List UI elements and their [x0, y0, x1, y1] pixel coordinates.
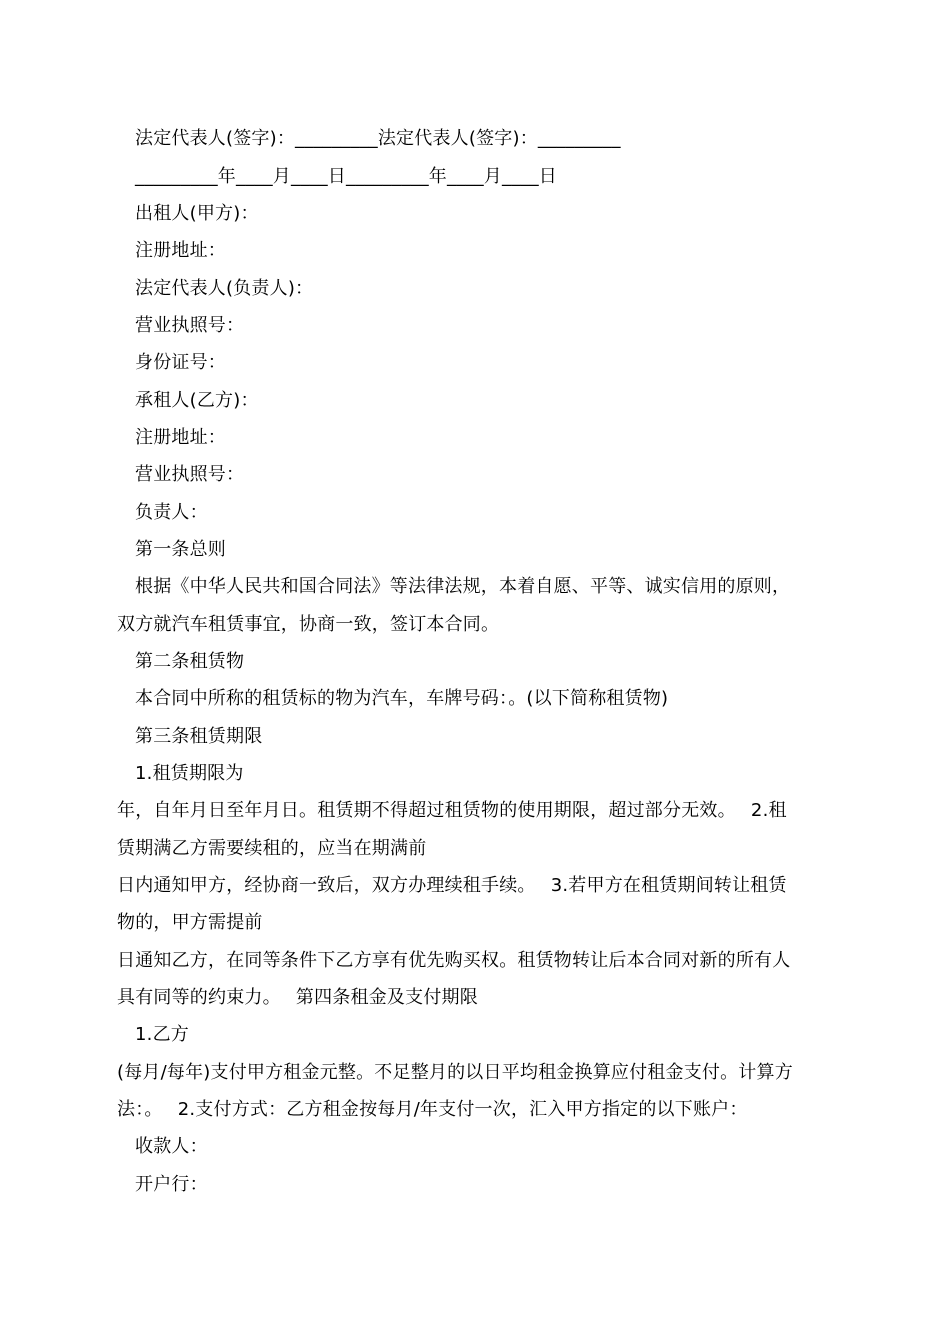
responsible-person-label: 负责人：	[135, 502, 208, 523]
legal-representative-label: 法定代表人(负责人)：	[135, 278, 314, 299]
lessee-license-label: 营业执照号：	[135, 464, 245, 485]
article-3-text-line: 具有同等的约束力。 第四条租金及支付期限	[117, 987, 478, 1008]
article-4-text-line: (每月/每年)支付甲方租金元整。不足整月的以日平均租金换算应付租金支付。计算方	[117, 1062, 793, 1083]
article-1-heading: 第一条总则	[135, 539, 226, 560]
article-3-text-line: 年，自年月日至年月日。租赁期不得超过租赁物的使用期限，超过部分无效。 2.租	[117, 800, 787, 821]
article-3-text-line: 赁期满乙方需要续租的，应当在期满前	[117, 838, 427, 859]
article-4-item-1: 1.乙方	[135, 1024, 189, 1045]
payee-label: 收款人：	[135, 1136, 208, 1157]
article-2-text-line: 本合同中所称的租赁标的物为汽车，车牌号码：。(以下简称租赁物)	[135, 688, 669, 709]
article-3-item-1: 1.租赁期限为	[135, 763, 244, 784]
article-3-text-line: 日内通知甲方，经协商一致后，双方办理续租手续。 3.若甲方在租赁期间转让租赁	[117, 875, 787, 896]
article-3-heading: 第三条租赁期限	[135, 726, 263, 747]
lessee-label: 承租人(乙方)：	[135, 390, 259, 411]
article-3-text-line: 日通知乙方，在同等条件下乙方享有优先购买权。租赁物转让后本合同对新的所有人	[117, 950, 791, 971]
article-1-text-line: 根据《中华人民共和国合同法》等法律法规，本着自愿、平等、诚实信用的原则，	[135, 576, 791, 597]
article-1-text-line: 双方就汽车租赁事宜，协商一致，签订本合同。	[117, 614, 500, 635]
id-number-label: 身份证号：	[135, 352, 226, 373]
lessee-address-label: 注册地址：	[135, 427, 226, 448]
bank-label: 开户行：	[135, 1174, 208, 1195]
date-line: _________年____月____日_________年____月____日	[135, 166, 557, 187]
article-4-text-line: 法：。 2.支付方式：乙方租金按每月/年支付一次，汇入甲方指定的以下账户：	[117, 1099, 748, 1120]
lessor-label: 出租人(甲方)：	[135, 203, 259, 224]
signature-line: 法定代表人(签字)：_________法定代表人(签字)：_________	[135, 128, 621, 149]
article-3-text-line: 物的，甲方需提前	[117, 912, 263, 933]
article-2-heading: 第二条租赁物	[135, 651, 245, 672]
lessor-address-label: 注册地址：	[135, 240, 226, 261]
lessor-license-label: 营业执照号：	[135, 315, 245, 336]
